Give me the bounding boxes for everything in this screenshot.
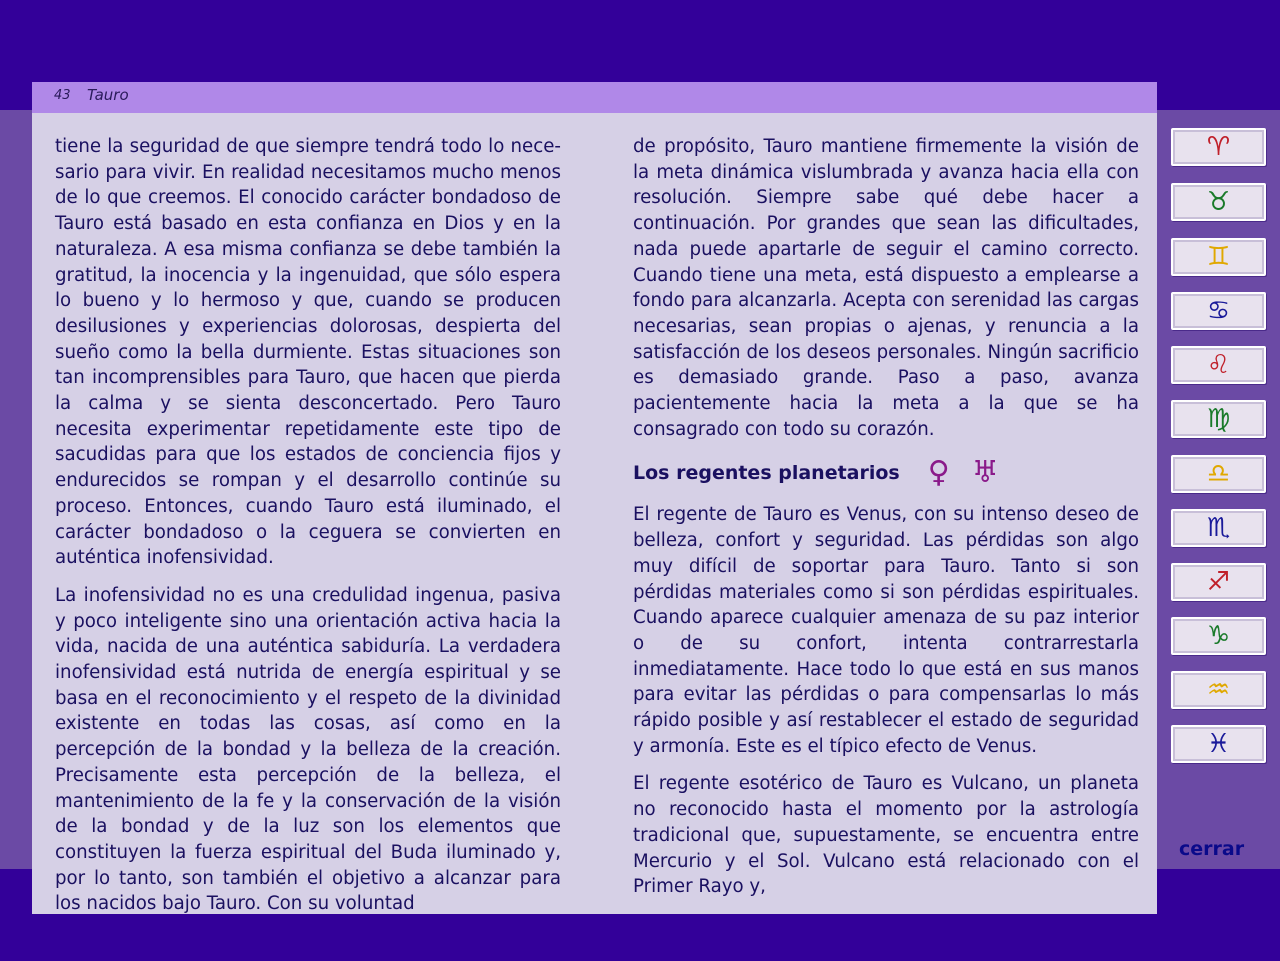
- leo-icon: ♌: [1206, 350, 1231, 380]
- gemini-icon: ♊: [1206, 242, 1231, 272]
- page-number: 43: [54, 88, 71, 103]
- zodiac-button-scorpio[interactable]: [1171, 509, 1266, 547]
- cancer-icon: ♋: [1206, 296, 1231, 326]
- taurus-icon: ♉: [1206, 187, 1231, 217]
- zodiac-button-aquarius[interactable]: [1171, 671, 1266, 709]
- vulcan-symbol-icon: ♅: [971, 455, 999, 491]
- paragraph: La inofensividad no es una credulidad ingenua, pasiva y poco inteligente sino una orientación activa hacia la vida, nacida de una auténtica sabiduría. La verdadera inofensividad está nutrida de energía espiritual y se basa en el reconocimiento y el respeto de la divinidad existente en todas las cosas, así como en la percepción de la bondad y la belleza de la creación. Precisamente esta percepción de la belleza, el mantenimiento de la fe y la conservación de la visión de la bondad y de la luz son los elementos que constituyen la fuerza espiritual del Buda iluminado y, por lo tanto, son también el objetivo a alcanzar para los nacidos bajo Tauro. Con su voluntad: [55, 584, 561, 915]
- zodiac-button-sagittarius[interactable]: [1171, 563, 1266, 601]
- zodiac-button-cancer[interactable]: [1171, 292, 1266, 330]
- paragraph: de propósito, Tauro mantiene firmemente la visión de la meta dinámica vislumbrada y avanza hacia ella con resolución. Siempre sabe qué debe hacer a continuación. Por grandes que sean las dificultades, nada puede apartarle de seguir el camino correcto. Cuando tiene una meta, está dispuesto a emplearse a fondo para alcanzarla. Acepta con serenidad las cargas necesarias, sean propias o ajenas, y renuncia a la satisfacción de los deseos personales. Ningún sacrificio es demasiado grande. Paso a paso, avanza pacientemente hacia la meta a la que se ha consagrado con todo su corazón.: [633, 136, 1139, 440]
- section-heading-text: Los regentes planetarios: [633, 461, 900, 484]
- venus-symbol-icon: ♀: [927, 455, 950, 491]
- page-header: [32, 82, 1157, 113]
- zodiac-button-taurus[interactable]: [1171, 183, 1266, 221]
- close-link[interactable]: cerrar: [1179, 838, 1245, 860]
- libra-icon: ♎: [1206, 459, 1231, 489]
- left-column: [55, 134, 561, 929]
- zodiac-button-gemini[interactable]: [1171, 238, 1266, 276]
- virgo-icon: ♍: [1206, 404, 1231, 434]
- scorpio-icon: ♏: [1206, 513, 1231, 543]
- page-header-title: Tauro: [87, 86, 129, 104]
- zodiac-button-capricorn[interactable]: [1171, 617, 1266, 655]
- sagittarius-icon: ♐: [1206, 567, 1231, 597]
- right-column: [633, 134, 1139, 912]
- zodiac-button-virgo[interactable]: [1171, 400, 1266, 438]
- paragraph: El regente esotérico de Tauro es Vulcano, un planeta no reconocido hasta el momento por la astrología tradicional que, supuestamente, se encuentra entre Mercurio y el Sol. Vulcano está relacionado con el Primer Rayo y,: [633, 773, 1139, 898]
- capricorn-icon: ♑: [1206, 621, 1231, 651]
- book-page: [32, 82, 1157, 914]
- pisces-icon: ♓: [1206, 729, 1231, 759]
- zodiac-button-aries[interactable]: [1171, 128, 1266, 166]
- section-heading: [633, 456, 1139, 490]
- paragraph: El regente de Tauro es Venus, con su intenso deseo de belleza, confort y seguridad. Las pérdidas son algo muy difícil de soportar para Tauro. Tanto si son pérdidas materiales como si son pérdidas espirituales. Cuando aparece cualquier amenaza de su paz interior o de su confort, intenta contrarrestarla inmediatamente. Hace todo lo que está en sus manos para evitar las pérdidas o para compensarlas lo más rápido posible y así restablecer el estado de seguridad y armonía. Este es el típico efecto de Venus.: [633, 504, 1139, 757]
- zodiac-button-leo[interactable]: [1171, 346, 1266, 384]
- aries-icon: ♈: [1206, 132, 1231, 162]
- zodiac-button-pisces[interactable]: [1171, 725, 1266, 763]
- aquarius-icon: ♒: [1206, 675, 1231, 705]
- paragraph: tiene la seguridad de que siempre tendrá todo lo necesario para vivir. En realidad necesitamos mucho menos de lo que creemos. El conocido carácter bondadoso de Tauro está basado en esta confianza en Dios y en la naturaleza. A esa misma confianza se debe también la gratitud, la inocencia y la ingenuidad, que sólo espera lo bueno y lo hermoso y que, cuando se producen desilusiones y experiencias dolorosas, despierta del sueño como la bella durmiente. Estas situaciones son tan incomprensibles para Tauro, que hacen que pierda la calma y se sienta desconcertado. Pero Tauro necesita experimentar repetidamente este tipo de sacudidas para que los estados de conciencia fijos y endurecidos se rompan y el desarrollo continúe su proceso. Entonces, cuando Tauro está iluminado, el carácter bondadoso o la ceguera se convierten en auténtica inofensividad.: [55, 136, 561, 569]
- zodiac-button-libra[interactable]: [1171, 455, 1266, 493]
